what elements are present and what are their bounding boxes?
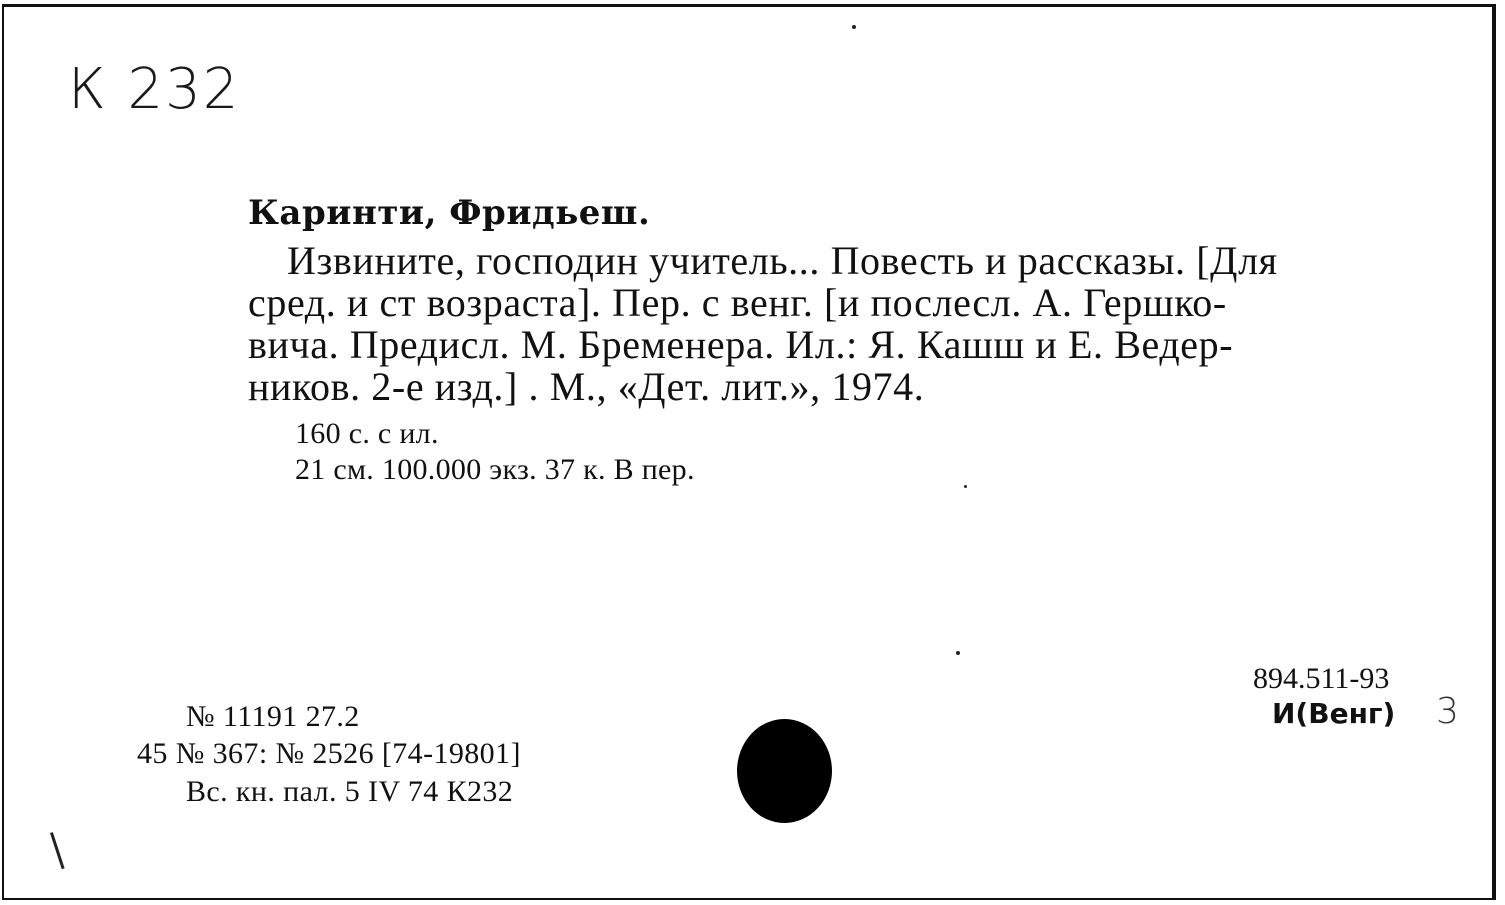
ink-speck [852, 25, 856, 29]
book-chamber-line: Вс. кн. пал. 5 IV 74 К232 [186, 775, 514, 808]
classification-mark: И(Венг) [1272, 697, 1396, 730]
description-line: вича. Предисл. М. Бременера. Ил.: Я. Кашш и Е. Ведер- [248, 322, 1234, 367]
order-number-line: 45 № 367: № 2526 [74-19801] [137, 737, 521, 770]
ink-speck [956, 651, 960, 655]
description-line: Извините, господин учитель... Повесть и рассказы. [Для [287, 238, 1278, 283]
ink-speck [964, 485, 967, 488]
pagination-line: 160 с. с ил. [295, 417, 439, 450]
card-number-line: № 11191 27.2 [186, 700, 360, 733]
description-line: ников. 2-е изд.] . М., «Дет. лит.», 1974. [248, 364, 925, 409]
udc-index: 894.511-93 [1253, 662, 1390, 695]
pen-stroke [50, 832, 65, 869]
shelf-mark: К 232 [68, 57, 241, 122]
physical-description-line: 21 см. 100.000 экз. 37 к. В пер. [295, 453, 695, 486]
description-line: сред. и ст возраста]. Пер. с венг. [и послесл. А. Гершко- [248, 280, 1227, 325]
catalog-card [2, 4, 1496, 900]
handwritten-mark: 3 [1436, 691, 1459, 732]
author-heading: Каринти, Фридьеш. [248, 193, 651, 233]
punch-hole [737, 719, 832, 823]
